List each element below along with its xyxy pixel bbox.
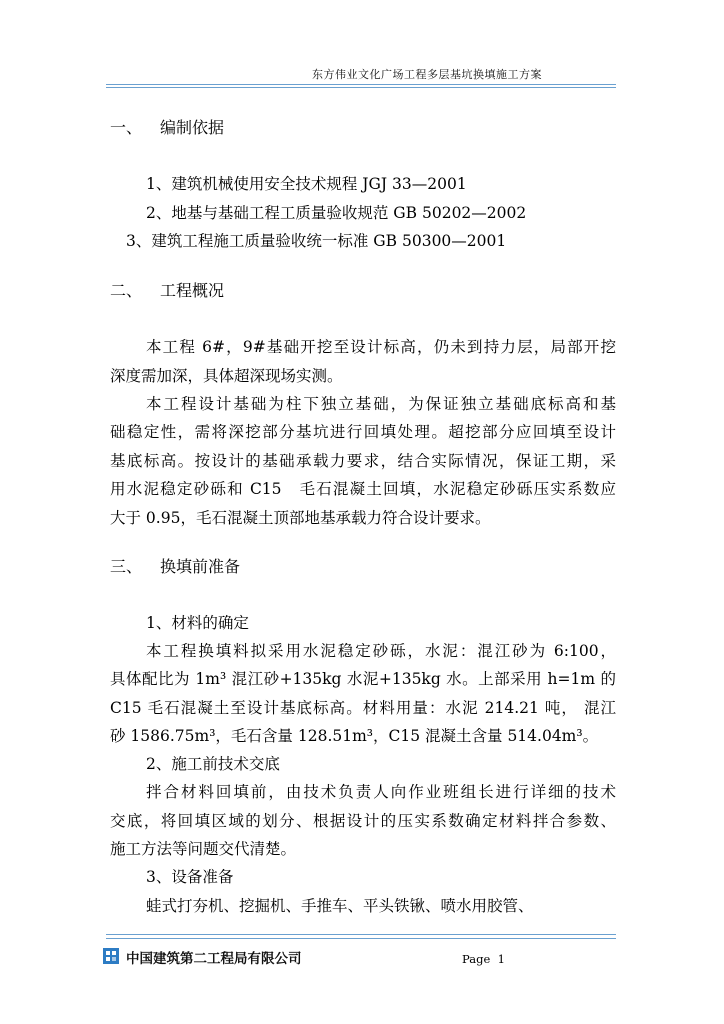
footer-rule-top (106, 934, 616, 935)
section-heading-2 (110, 278, 224, 301)
material-line-3: C15 毛石混凝土至设计基底标高。材料用量：水泥 214.21 吨， 混江 (110, 699, 616, 717)
company-logo-icon (103, 948, 119, 964)
section-title: 编制依据 (160, 118, 225, 137)
material-line-4: 砂 1586.75m³，毛石含量 128.51m³，C15 混凝土含量 514.04m³。 (110, 727, 599, 745)
briefing-line-2: 交底，将回填区域的划分、根据设计的压实系数确定材料拌合参数、 (110, 812, 616, 830)
header-rule-bottom (106, 87, 616, 88)
overview-paragraph-2-line-2: 础稳定性，需将深挖部分基坑进行回填处理。超挖部分应回填至设计 (110, 423, 616, 441)
overview-paragraph-1-line-1: 本工程 6#，9#基础开挖至设计标高，仍未到持力层，局部开挖 (146, 338, 616, 356)
overview-paragraph-2-line-4: 用水泥稳定砂砾和 C15 毛石混凝土回填，水泥稳定砂砾压实系数应 (110, 480, 616, 498)
section-title: 工程概况 (160, 281, 225, 300)
section-number: 一、 (110, 118, 143, 137)
subsection-material-title: 1、材料的确定 (146, 614, 249, 632)
overview-paragraph-2-line-3: 基底标高。按设计的基础承载力要求，结合实际情况，保证工期，采 (110, 452, 616, 470)
running-header-title: 东方伟业文化广场工程多层基坑换填施工方案 (312, 68, 542, 81)
page-number: 1 (497, 952, 505, 966)
material-line-2: 具体配比为 1m³ 混江砂+135kg 水泥+135kg 水。上部采用 h=1m 的 (110, 670, 616, 688)
reference-item-2: 2、地基与基础工程工质量验收规范 GB 50202—2002 (146, 204, 527, 222)
page-label: Page (462, 952, 491, 966)
overview-paragraph-1-line-2: 深度需加深，具体超深现场实测。 (110, 367, 343, 385)
briefing-line-3: 施工方法等问题交代清楚。 (110, 840, 297, 858)
material-line-1: 本工程换填料拟采用水泥稳定砂砾，水泥：混江砂为 6:100， (146, 642, 616, 660)
footer-page-number (462, 952, 505, 966)
overview-paragraph-2-line-1: 本工程设计基础为柱下独立基础，为保证独立基础底标高和基 (146, 395, 616, 413)
footer-company-name: 中国建筑第二工程局有限公司 (126, 951, 302, 967)
header-rule-top (106, 84, 616, 85)
section-heading-3 (110, 554, 240, 577)
section-number: 二、 (110, 281, 143, 300)
subsection-equipment-title: 3、设备准备 (146, 868, 234, 886)
overview-paragraph-2-line-5: 大于 0.95，毛石混凝土顶部地基承载力符合设计要求。 (110, 509, 491, 527)
briefing-line-1: 拌合材料回填前，由技术负责人向作业班组长进行详细的技术 (146, 783, 616, 801)
footer-rule-bottom (106, 938, 616, 939)
reference-item-1: 1、建筑机械使用安全技术规程 JGJ 33—2001 (146, 175, 467, 193)
reference-item-3: 3、建筑工程施工质量验收统一标准 GB 50300—2001 (126, 232, 507, 250)
section-number: 三、 (110, 557, 143, 576)
equipment-line-1: 蛙式打夯机、挖掘机、手推车、平头铁锹、喷水用胶管、 (146, 897, 534, 915)
subsection-briefing-title: 2、施工前技术交底 (146, 755, 280, 773)
section-heading-1 (110, 115, 224, 138)
section-title: 换填前准备 (160, 557, 241, 576)
